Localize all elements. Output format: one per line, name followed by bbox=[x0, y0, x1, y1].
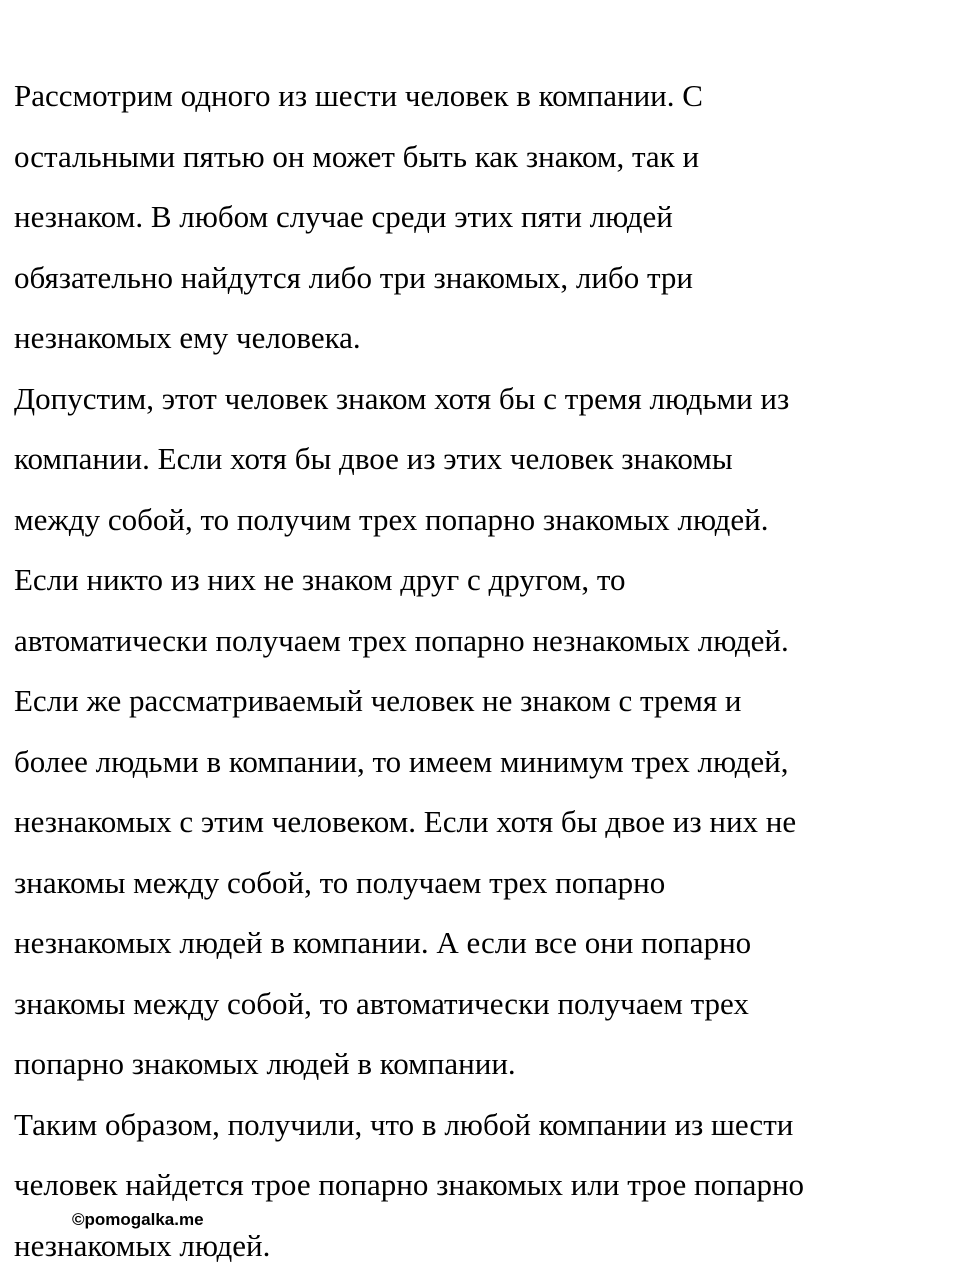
text-line: компании. Если хотя бы двое из этих человек знакомы bbox=[14, 429, 944, 490]
solution-text bbox=[14, 66, 944, 1276]
text-line: Допустим, этот человек знаком хотя бы с тремя людьми из bbox=[14, 369, 944, 430]
text-line: незнакомых ему человека. bbox=[14, 308, 944, 369]
text-line: незнакомых с этим человеком. Если хотя бы двое из них не bbox=[14, 792, 944, 853]
text-line: обязательно найдутся либо три знакомых, либо три bbox=[14, 248, 944, 309]
text-line: Рассмотрим одного из шести человек в компании. С bbox=[14, 66, 944, 127]
text-line: незнаком. В любом случае среди этих пяти людей bbox=[14, 187, 944, 248]
text-line: попарно знакомых людей в компании. bbox=[14, 1034, 944, 1095]
text-line: между собой, то получим трех попарно знакомых людей. bbox=[14, 490, 944, 551]
text-line: автоматически получаем трех попарно незнакомых людей. bbox=[14, 611, 944, 672]
text-line: более людьми в компании, то имеем минимум трех людей, bbox=[14, 732, 944, 793]
text-line: Если же рассматриваемый человек не знаком с тремя и bbox=[14, 671, 944, 732]
text-line: незнакомых людей. bbox=[14, 1216, 944, 1276]
text-line: незнакомых людей в компании. А если все они попарно bbox=[14, 913, 944, 974]
text-line: Таким образом, получили, что в любой компании из шести bbox=[14, 1095, 944, 1156]
text-line: знакомы между собой, то получаем трех попарно bbox=[14, 853, 944, 914]
text-line: знакомы между собой, то автоматически получаем трех bbox=[14, 974, 944, 1035]
text-line: человек найдется трое попарно знакомых или трое попарно bbox=[14, 1155, 944, 1216]
text-line: Если никто из них не знаком друг с другом, то bbox=[14, 550, 944, 611]
watermark: ©pomogalka.me bbox=[72, 1208, 204, 1232]
text-line: остальными пятью он может быть как знаком, так и bbox=[14, 127, 944, 188]
